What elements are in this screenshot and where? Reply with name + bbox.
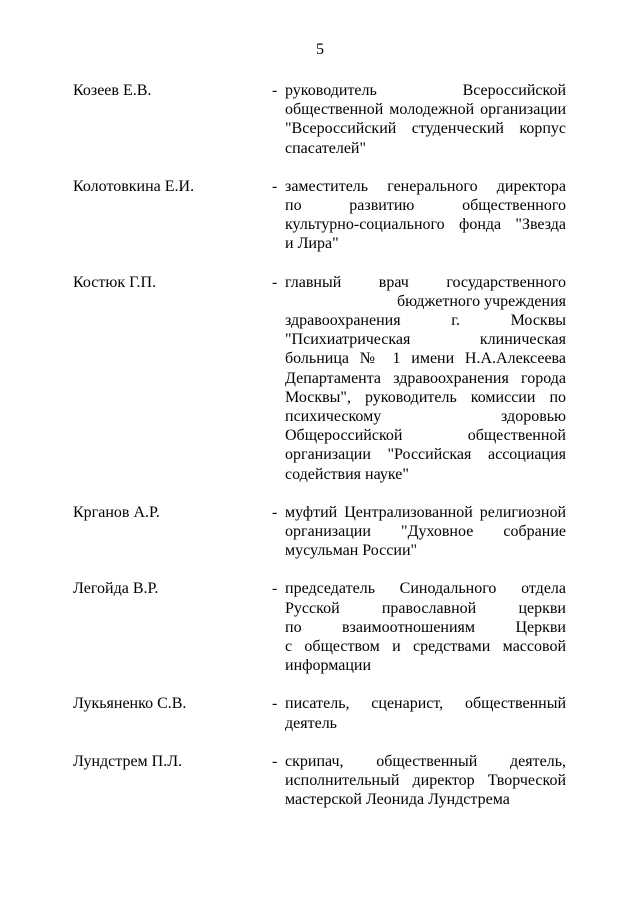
description-line: здравоохранения г. Москвы — [285, 312, 566, 330]
member-list — [73, 81, 568, 810]
description-line: главный врач государственного — [285, 273, 566, 291]
description-line: бюджетного учреждения — [396, 292, 566, 310]
description-line: деятель — [285, 714, 337, 732]
description-line: психическому здоровью — [285, 408, 566, 426]
member-description — [285, 503, 566, 561]
description-line: "Всероссийский студенческий корпус — [285, 120, 566, 138]
member-name: Лукьяненко С.В. — [73, 695, 187, 713]
description-line: информации — [285, 657, 372, 675]
member-entry — [73, 752, 568, 810]
description-line: писатель, сценарист, общественный — [285, 695, 566, 713]
description-line: по развитию общественного — [285, 197, 566, 215]
description-line: заместитель генерального директора — [285, 177, 566, 195]
member-name: Костюк Г.П. — [73, 273, 157, 291]
member-name: Легойда В.Р. — [73, 580, 159, 598]
entry-dash: - — [272, 503, 278, 521]
member-name: Крганов А.Р. — [73, 503, 160, 521]
description-line: и Лира" — [285, 235, 339, 253]
member-entry — [73, 503, 568, 561]
member-name: Козеев Е.В. — [73, 82, 152, 99]
member-name: Колотовкина Е.И. — [73, 177, 195, 195]
member-description — [285, 579, 566, 675]
description-line: организации "Духовное собрание — [285, 523, 566, 541]
description-line: больница № 1 имени Н.А.Алексеева — [285, 350, 566, 368]
description-line: "Психиатрическая клиническая — [285, 331, 566, 349]
description-line: Русской православной церкви — [285, 599, 566, 617]
member-entry — [73, 273, 568, 484]
description-line: по взаимоотношениям Церкви — [285, 618, 566, 636]
description-line: культурно-социального фонда "Звезда — [285, 216, 566, 234]
member-name: Лундстрем П.Л. — [73, 752, 183, 770]
description-line: общественной молодежной организации — [285, 101, 566, 119]
description-line: руководитель Всероссийской — [285, 82, 566, 99]
member-entry — [73, 694, 568, 732]
description-line: скрипач, общественный деятель, — [285, 752, 566, 770]
member-description — [285, 752, 566, 810]
description-line: Департамента здравоохранения города — [285, 369, 566, 387]
member-entry — [73, 579, 568, 675]
description-line: спасателей" — [285, 139, 367, 157]
description-line: мастерской Леонида Лундстрема — [285, 791, 510, 809]
entry-dash: - — [272, 695, 278, 713]
entry-dash: - — [272, 177, 278, 195]
description-line: содействия науке" — [285, 465, 409, 483]
description-line: мусульман России" — [285, 542, 418, 560]
description-line: Москвы", руководитель комиссии по — [285, 388, 566, 406]
member-description — [285, 81, 566, 158]
member-description — [285, 273, 566, 484]
description-line: Общероссийской общественной — [285, 427, 566, 445]
description-line: исполнительный директор Творческой — [285, 772, 566, 790]
member-entry — [73, 177, 568, 254]
description-line: председатель Синодального отдела — [285, 580, 566, 598]
entry-dash: - — [272, 752, 278, 770]
entry-dash: - — [272, 82, 278, 99]
member-description — [285, 694, 566, 732]
entry-dash: - — [272, 580, 278, 598]
description-line: организации "Российская ассоциация — [285, 446, 566, 464]
page-number: 5 — [316, 41, 324, 58]
member-description — [285, 177, 566, 254]
description-line: муфтий Централизованной религиозной — [285, 503, 566, 521]
entry-dash: - — [272, 273, 278, 291]
description-line: с обществом и средствами массовой — [285, 638, 566, 656]
member-entry — [73, 81, 568, 158]
